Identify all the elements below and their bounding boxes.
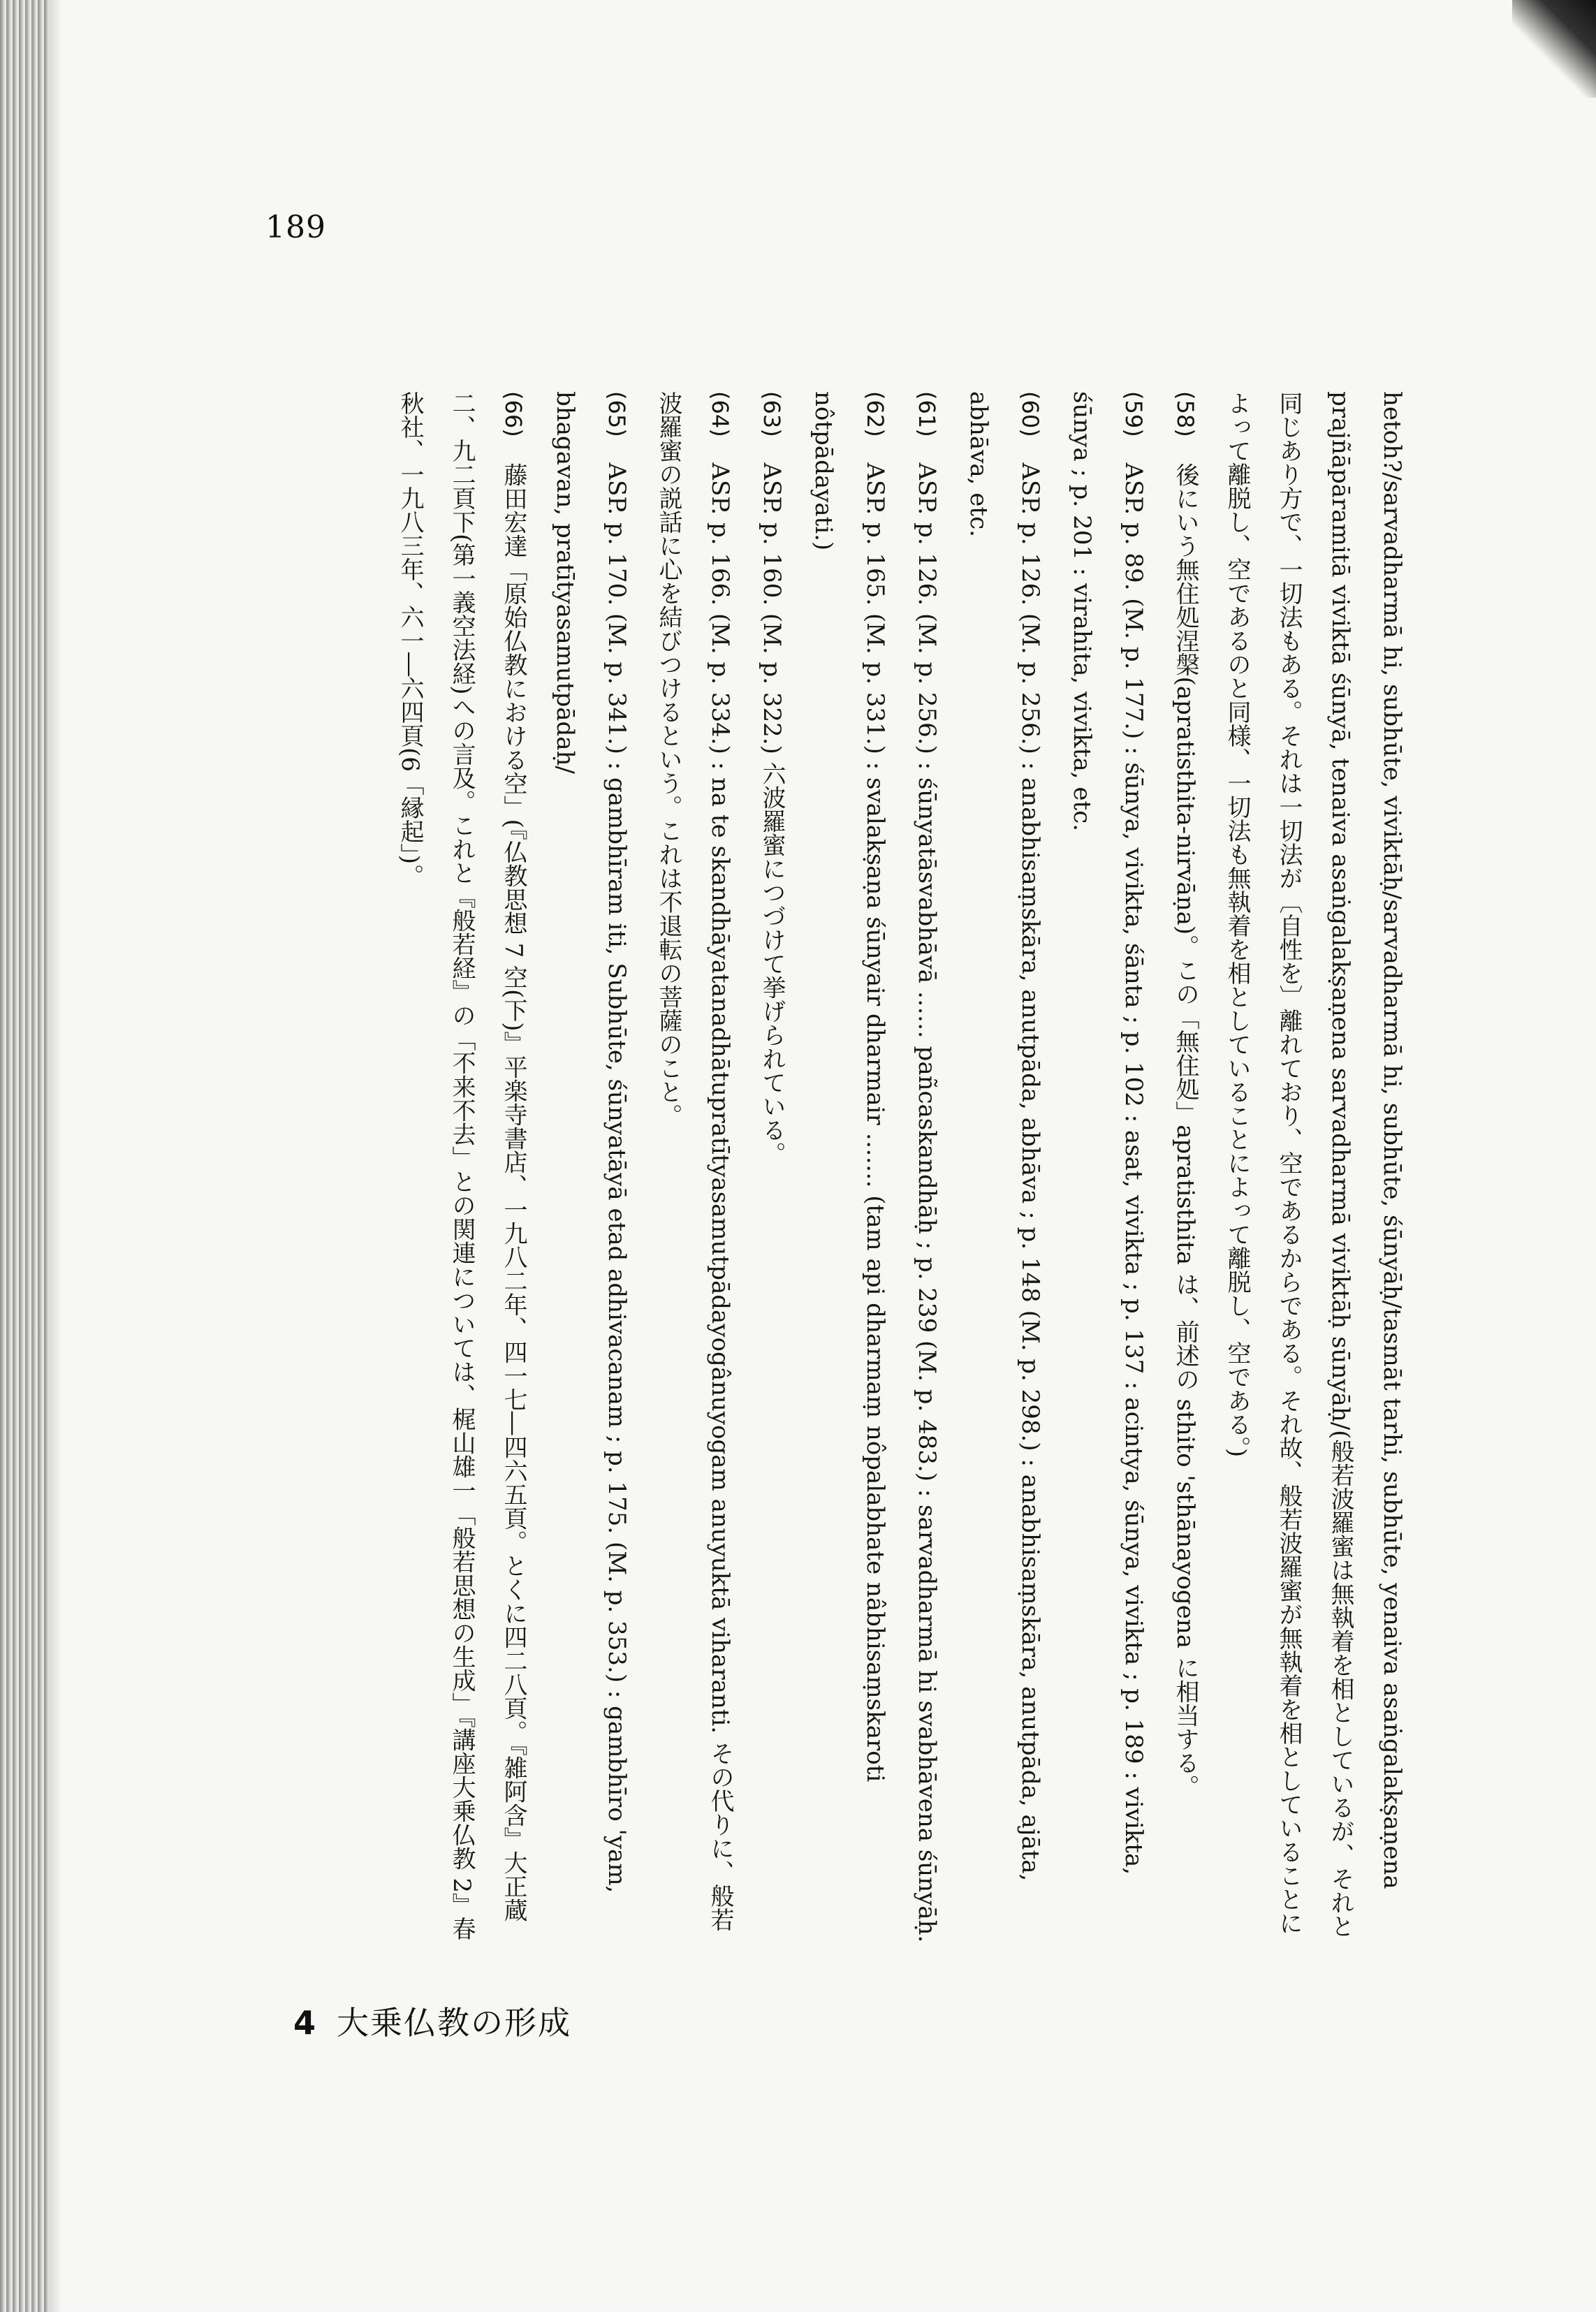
binding-shadow bbox=[0, 0, 49, 2312]
note-61 bbox=[901, 391, 953, 1949]
note-text: ASP. p. 126. (M. p. 256.) : śūnyatāsvabhāvā …… pañcaskandhāḥ ; p. 239 (M. p. 483.) : sarvadharmā hi svabhāvena śūnyāḥ. bbox=[913, 462, 941, 1943]
note-text: ASP. p. 160. (M. p. 322.) 六波羅蜜につづけて挙げられている。 bbox=[758, 462, 786, 1166]
note-66 bbox=[384, 391, 539, 1949]
note-marker: (61) bbox=[914, 391, 940, 437]
note-59 bbox=[1056, 391, 1159, 1949]
page-number: 189 bbox=[265, 210, 326, 245]
note-text: ASP. p. 165. (M. p. 331.) : svalakṣaṇa śūnyair dharmair ……. (tam api dharmaṃ nôpalabhate nâbhisaṃskaroti nôtpādayati.) bbox=[810, 391, 889, 1783]
note-marker: (58) bbox=[1172, 391, 1199, 437]
endnotes-block bbox=[230, 391, 1418, 1949]
binding-gradient bbox=[49, 0, 61, 2312]
chapter-title: 大乗仏教の形成 bbox=[337, 2004, 572, 2042]
note-64 bbox=[643, 391, 746, 1949]
note-marker: (59) bbox=[1120, 391, 1147, 437]
note-63 bbox=[746, 391, 798, 1949]
note-marker: (65) bbox=[603, 391, 630, 437]
note-marker: (64) bbox=[707, 391, 733, 437]
note-text: 藤田宏達「原始仏教における空」(『仏教思想 7 空(下)』平楽寺書店、一九八二年、四一七―四六五頁。とくに四二八頁。『雑阿含』大正蔵二、九二頁下(第一義空法経)への言及。これと『般若経』の「不来不去」との関連については、梶山雄一「般若思想の生成」『講座大乗仏教 2』春秋社、一九八三年、六一―六四頁(6「縁起」)。 bbox=[396, 391, 527, 1940]
note-marker: (66) bbox=[500, 391, 527, 437]
note-text: 後にいう無住処涅槃(apratisthita-nirvāṇa)。この「無住処」apratisthita は、前述の sthito 'sthānayogena に相当する。 bbox=[1171, 462, 1199, 1799]
note-62 bbox=[798, 391, 901, 1949]
note-text: hetoh?/sarvadharmā hi, subhūte, viviktāḥ/sarvadharmā hi, subhūte, śūnyāḥ/tasmāt tarhi, subhūte, yenaiva asaṅgalakṣaṇena prajñāpāramitā viviktā śūnyā, tenaiva asaṅgalakṣaṇena sarvadharmā viviktāḥ sūnyāḥ/(般若波羅蜜は無執着を相としているが、それと同じあり方で、一切法もある。それは一切法が〔自性を〕離れており、空であるからである。それ故、般若波羅蜜が無執着を相としていることによって離脱し、空であるのと同様、一切法も無執着を相としていることによって離脱し、空である。) bbox=[1223, 391, 1406, 1938]
note-65 bbox=[539, 391, 643, 1949]
note-60 bbox=[953, 391, 1056, 1949]
chapter-number: 4 bbox=[293, 2004, 318, 2042]
note-marker: (63) bbox=[759, 391, 785, 437]
running-footer bbox=[293, 1998, 571, 2044]
note-58-continuation bbox=[1211, 391, 1418, 1949]
note-text: ASP. p. 89. (M. p. 177.) : śūnya, vivikta, śānta ; p. 102 : asat, vivikta ; p. 137 : acintya, śūnya, vivikta ; p. 189 : vivikta, śūnya ; p. 201 : virahita, vivikta, etc. bbox=[1068, 391, 1148, 1875]
note-text: ASP. p. 170. (M. p. 341.) : gambhīram iti, Subhūte, śūnyatāyā etad adhivacanam ; p. 175. (M. p. 353.) : gambhīro 'yam, bhagavan, pratītyasamutpādaḥ/ bbox=[551, 391, 631, 1894]
note-58 bbox=[1159, 391, 1211, 1949]
scan-corner-artifact bbox=[1512, 0, 1596, 98]
note-marker: (62) bbox=[862, 391, 888, 437]
note-text: ASP. p. 166. (M. p. 334.) : na te skandhāyatanadhātupratītyasamutpādayogânuyogam anuyuktā viharanti. その代りに、般若波羅蜜の説話に心を結びつけるという。これは不退転の菩薩のこと。 bbox=[654, 391, 734, 1931]
note-marker: (60) bbox=[1017, 391, 1044, 437]
note-text: ASP. p. 126. (M. p. 256.) : anabhisaṃskāra, anutpāda, abhāva ; p. 148 (M. p. 298.) : anabhisaṃskāra, anutpāda, ajāta, abhāva, etc. bbox=[965, 391, 1044, 1882]
